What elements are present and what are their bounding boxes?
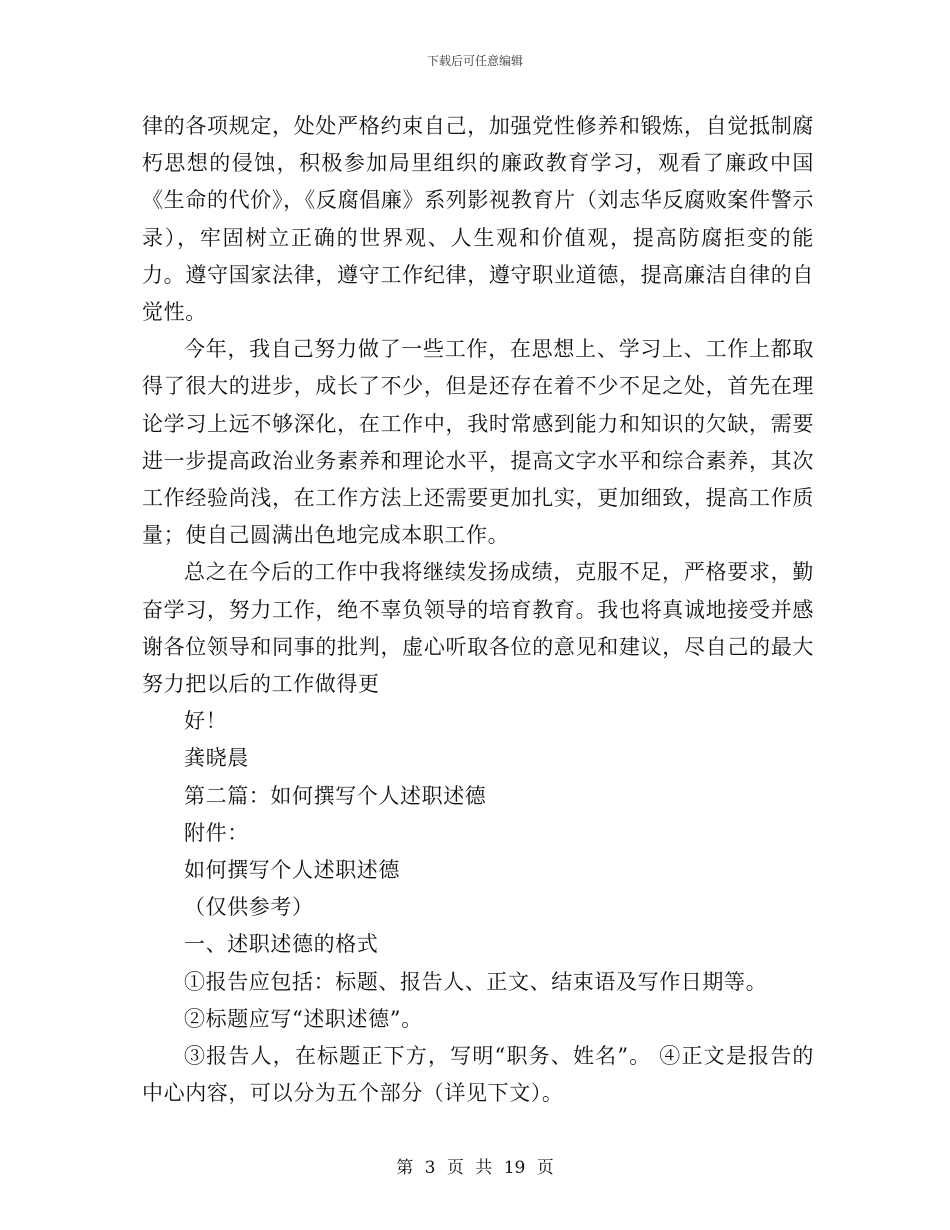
list-item-2: ②标题应写“述职述德”。 (184, 1006, 423, 1031)
section-heading-part2: 第二篇：如何撰写个人述职述德 (184, 783, 487, 808)
line-hao: 好！ (184, 709, 228, 734)
reference-note: （仅供参考） (184, 895, 314, 920)
paragraph-discipline: 律的各项规定，处处严格约束自己，加强党性修养和锻炼，自觉抵制腐朽思想的侵蚀，积极参加局里组织的廉政教育学习，观看了廉政中国《生命的代价》，《反腐倡廉》系列影视教育片（刘志华反腐败案件警示录），牢固树立正确的世界观、人生观和价值观，提高防腐拒变的能力。遵守国家法律，遵守工作纪律，遵守职业道德，提高廉洁自律的自觉性。 (142, 114, 814, 325)
list-item-1: ①报告应包括：标题、报告人、正文、结束语及写作日期等。 (184, 969, 768, 994)
page-number-footer: 第 3 页 共 19 页 (396, 1158, 554, 1178)
list-item-3-4: ③报告人，在标题正下方，写明“职务、姓名”。 ④正文是报告的中心内容，可以分为五个部分（详见下文）。 (142, 1044, 814, 1106)
paragraph-progress: 今年，我自己努力做了一些工作，在思想上、学习上、工作上都取得了很大的进步，成长了不少，但是还存在着不少不足之处，首先在理论学习上远不够深化，在工作中，我时常感到能力和知识的欠缺，需要进一步提高政治业务素养和理论水平，提高文字水平和综合素养，其次工作经验尚浅，在工作方法上还需要更加扎实，更加细致，提高工作质量；使自己圆满出色地完成本职工作。 (142, 337, 814, 548)
attachment-title: 如何撰写个人述职述德 (184, 858, 400, 883)
paragraph-conclusion: 总之在今后的工作中我将继续发扬成绩，克服不足，严格要求，勤奋学习，努力工作，绝不辜负领导的培育教育。我也将真诚地接受并感谢各位领导和同事的批判，虚心听取各位的意见和建议，尽自己的最大努力把以后的工作做得更 (142, 560, 814, 697)
author-name: 龚晓晨 (184, 746, 249, 771)
section-heading-format: 一、述职述德的格式 (184, 932, 379, 957)
page-header: 下载后可任意编辑 (426, 54, 523, 68)
attachment-label: 附件： (184, 820, 249, 845)
document-body (142, 108, 814, 1112)
